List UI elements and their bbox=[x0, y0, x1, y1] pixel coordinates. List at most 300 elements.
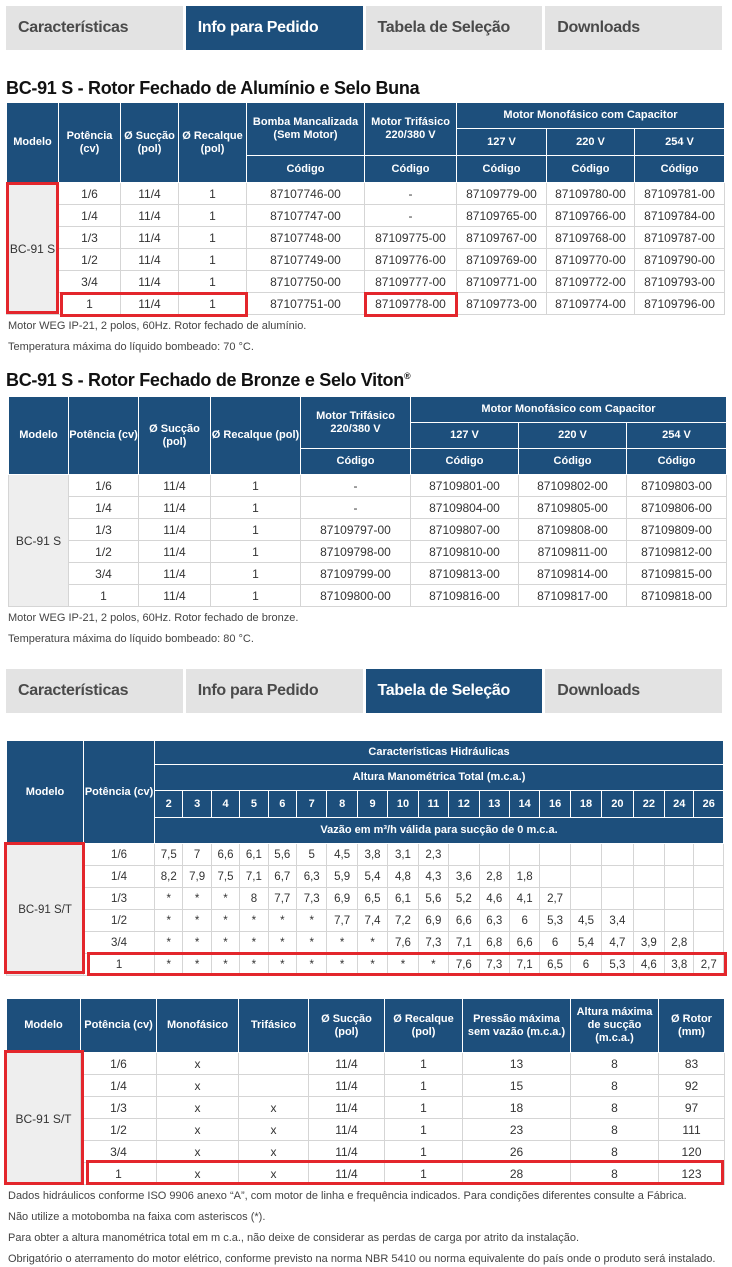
cell: 87109810-00 bbox=[411, 541, 519, 563]
cell bbox=[694, 866, 724, 888]
cell: * bbox=[240, 954, 268, 976]
th-127v: 127 V bbox=[411, 423, 519, 449]
cell: 6,1 bbox=[388, 888, 418, 910]
cell: * bbox=[240, 932, 268, 954]
note: Obrigatório o aterramento do motor elétrico, conforme previsto na norma NBR 5410 ou norma equivalente do país onde o produto será instalado. bbox=[8, 1253, 716, 1265]
cell: 123 bbox=[659, 1163, 725, 1185]
cell: 87109798-00 bbox=[301, 541, 411, 563]
order-table-aluminium bbox=[6, 102, 725, 315]
th-codigo: Código bbox=[411, 449, 519, 475]
cell bbox=[633, 888, 664, 910]
table-row bbox=[7, 1163, 725, 1185]
cell: - bbox=[301, 475, 411, 497]
cell: 8 bbox=[571, 1053, 659, 1075]
cell: 1 bbox=[179, 293, 247, 315]
cell: 3/4 bbox=[69, 563, 139, 585]
spec-table bbox=[6, 998, 725, 1185]
cell: 1/6 bbox=[59, 183, 121, 205]
cell: 1 bbox=[385, 1053, 463, 1075]
cell: 7,1 bbox=[449, 932, 479, 954]
cell: 87109809-00 bbox=[627, 519, 727, 541]
cell: 11/4 bbox=[309, 1163, 385, 1185]
cell: 8 bbox=[240, 888, 268, 910]
th-potencia: Potência (cv) bbox=[59, 103, 121, 183]
cell: 1 bbox=[179, 205, 247, 227]
cell: * bbox=[183, 932, 211, 954]
cell: 87107751-00 bbox=[247, 293, 365, 315]
cell: 7,7 bbox=[268, 888, 296, 910]
cell: x bbox=[239, 1119, 309, 1141]
cell: 7,1 bbox=[509, 954, 539, 976]
th-modelo: Modelo bbox=[9, 397, 69, 475]
th-succao: Ø Sucção (pol) bbox=[139, 397, 211, 475]
cell: 7,6 bbox=[449, 954, 479, 976]
cell: 1/6 bbox=[69, 475, 139, 497]
cell: 7,9 bbox=[183, 866, 211, 888]
th-height: 13 bbox=[479, 791, 509, 818]
cell: 8 bbox=[571, 1141, 659, 1163]
table-row bbox=[7, 1053, 725, 1075]
th-codigo: Código bbox=[519, 449, 627, 475]
cell: 87109773-00 bbox=[457, 293, 547, 315]
cell: 1/3 bbox=[84, 888, 155, 910]
cell: 1 bbox=[385, 1141, 463, 1163]
cell: 1 bbox=[179, 227, 247, 249]
cell: * bbox=[155, 888, 183, 910]
table-row bbox=[7, 1075, 725, 1097]
note: Motor WEG IP-21, 2 polos, 60Hz. Rotor fechado de bronze. bbox=[8, 612, 299, 624]
note: Dados hidráulicos conforme ISO 9906 anexo “A”, com motor de linha e frequência indicados. Para condições diferentes consulte a Fábrica. bbox=[8, 1190, 687, 1202]
cell: 6,3 bbox=[297, 866, 327, 888]
tab-bar-mid bbox=[6, 669, 722, 713]
cell: 13 bbox=[463, 1053, 571, 1075]
model-cell: BC-91 S bbox=[9, 475, 69, 607]
cell: 7,4 bbox=[357, 910, 387, 932]
table-row bbox=[7, 910, 724, 932]
cell: 7,3 bbox=[297, 888, 327, 910]
cell: * bbox=[268, 932, 296, 954]
th-codigo: Código bbox=[457, 156, 547, 183]
cell: 1 bbox=[211, 541, 301, 563]
cell: * bbox=[327, 954, 357, 976]
cell: 87109805-00 bbox=[519, 497, 627, 519]
cell: 6 bbox=[570, 954, 601, 976]
cell bbox=[665, 844, 694, 866]
cell: 2,8 bbox=[665, 932, 694, 954]
th-succao: Ø Sucção (pol) bbox=[121, 103, 179, 183]
cell: 7,7 bbox=[327, 910, 357, 932]
cell: * bbox=[268, 910, 296, 932]
th-monofasico: Motor Monofásico com Capacitor bbox=[411, 397, 727, 423]
th-254v: 254 V bbox=[627, 423, 727, 449]
cell: 11/4 bbox=[309, 1097, 385, 1119]
th-modelo: Modelo bbox=[7, 999, 81, 1053]
th-modelo: Modelo bbox=[7, 741, 84, 844]
section2-title: BC-91 S - Rotor Fechado de Bronze e Selo Viton® bbox=[6, 370, 411, 390]
cell bbox=[540, 866, 570, 888]
cell: 8 bbox=[571, 1163, 659, 1185]
th-recalque: Ø Recalque (pol) bbox=[211, 397, 301, 475]
cell: 87109808-00 bbox=[519, 519, 627, 541]
cell: 97 bbox=[659, 1097, 725, 1119]
cell: 11/4 bbox=[139, 497, 211, 519]
cell: 5,4 bbox=[570, 932, 601, 954]
th-codigo: Código bbox=[247, 156, 365, 183]
cell: * bbox=[155, 932, 183, 954]
tab-caracteristicas[interactable]: Características bbox=[6, 669, 183, 713]
cell: 120 bbox=[659, 1141, 725, 1163]
th-height: 8 bbox=[327, 791, 357, 818]
th-254v: 254 V bbox=[635, 129, 725, 156]
cell: 87109815-00 bbox=[627, 563, 727, 585]
cell: 87109776-00 bbox=[365, 249, 457, 271]
cell: 83 bbox=[659, 1053, 725, 1075]
cell: 1 bbox=[385, 1119, 463, 1141]
cell: * bbox=[155, 910, 183, 932]
cell: 3,9 bbox=[633, 932, 664, 954]
cell: 8 bbox=[571, 1119, 659, 1141]
cell: 1 bbox=[69, 585, 139, 607]
cell: 4,6 bbox=[633, 954, 664, 976]
cell: 4,5 bbox=[570, 910, 601, 932]
th-height: 11 bbox=[418, 791, 448, 818]
note: Motor WEG IP-21, 2 polos, 60Hz. Rotor fechado de alumínio. bbox=[8, 320, 307, 332]
cell: 3,1 bbox=[388, 844, 418, 866]
cell: 87109768-00 bbox=[547, 227, 635, 249]
th-potencia: Potência (cv) bbox=[81, 999, 157, 1053]
cell: 5,6 bbox=[268, 844, 296, 866]
th-codigo: Código bbox=[547, 156, 635, 183]
cell: * bbox=[211, 888, 239, 910]
th-height: 5 bbox=[240, 791, 268, 818]
cell bbox=[694, 844, 724, 866]
cell: 87109811-00 bbox=[519, 541, 627, 563]
cell: * bbox=[327, 932, 357, 954]
cell: 6,5 bbox=[357, 888, 387, 910]
note: Temperatura máxima do líquido bombeado: 80 °C. bbox=[8, 633, 254, 645]
cell: - bbox=[365, 205, 457, 227]
cell: 87109775-00 bbox=[365, 227, 457, 249]
cell: 11/4 bbox=[139, 519, 211, 541]
tab-downloads[interactable]: Downloads bbox=[545, 6, 722, 50]
cell: 11/4 bbox=[309, 1075, 385, 1097]
cell: * bbox=[183, 954, 211, 976]
cell: 7,3 bbox=[418, 932, 448, 954]
cell: 4,7 bbox=[602, 932, 633, 954]
note: Para obter a altura manométrica total em m c.a., não deixe de considerar as perdas de carga por atrito da instalação. bbox=[8, 1232, 580, 1244]
th-height: 16 bbox=[540, 791, 570, 818]
cell: 6 bbox=[540, 932, 570, 954]
cell: 7,2 bbox=[388, 910, 418, 932]
cell: 5,3 bbox=[540, 910, 570, 932]
th-codigo: Código bbox=[627, 449, 727, 475]
cell: 3,8 bbox=[357, 844, 387, 866]
cell bbox=[694, 888, 724, 910]
cell: 1,8 bbox=[509, 866, 539, 888]
cell: 5,9 bbox=[327, 866, 357, 888]
cell: * bbox=[297, 954, 327, 976]
tab-info-pedido[interactable]: Info para Pedido bbox=[186, 6, 363, 50]
tab-info-pedido[interactable]: Info para Pedido bbox=[186, 669, 363, 713]
cell: 6 bbox=[509, 910, 539, 932]
cell: 87109814-00 bbox=[519, 563, 627, 585]
cell: 87107747-00 bbox=[247, 205, 365, 227]
cell bbox=[694, 910, 724, 932]
cell: 1 bbox=[84, 954, 155, 976]
cell: 2,7 bbox=[540, 888, 570, 910]
cell bbox=[602, 866, 633, 888]
tab-tabela-selecao[interactable]: Tabela de Seleção bbox=[366, 669, 543, 713]
cell bbox=[665, 866, 694, 888]
cell: 3/4 bbox=[81, 1141, 157, 1163]
cell: 11/4 bbox=[139, 585, 211, 607]
cell: 87109778-00 bbox=[365, 293, 457, 315]
cell: x bbox=[157, 1141, 239, 1163]
cell bbox=[633, 910, 664, 932]
cell: 5 bbox=[297, 844, 327, 866]
cell: 1 bbox=[211, 497, 301, 519]
cell: * bbox=[183, 888, 211, 910]
cell: 6,6 bbox=[449, 910, 479, 932]
table-row bbox=[7, 888, 724, 910]
cell: 1 bbox=[211, 475, 301, 497]
cell: - bbox=[301, 497, 411, 519]
model-cell: BC-91 S/T bbox=[7, 1053, 81, 1185]
cell: * bbox=[211, 954, 239, 976]
cell: 7,1 bbox=[240, 866, 268, 888]
cell: 3/4 bbox=[59, 271, 121, 293]
th-127v: 127 V bbox=[457, 129, 547, 156]
note: Não utilize a motobomba na faixa com asteriscos (*). bbox=[8, 1211, 266, 1223]
cell bbox=[602, 888, 633, 910]
th-pressao: Pressão máxima sem vazão (m.c.a.) bbox=[463, 999, 571, 1053]
th-rotor: Ø Rotor (mm) bbox=[659, 999, 725, 1053]
th-height: 2 bbox=[155, 791, 183, 818]
cell: 1/2 bbox=[84, 910, 155, 932]
cell: 92 bbox=[659, 1075, 725, 1097]
cell: 1 bbox=[385, 1163, 463, 1185]
cell: x bbox=[157, 1075, 239, 1097]
cell: 87109802-00 bbox=[519, 475, 627, 497]
cell bbox=[540, 844, 570, 866]
cell: 6,8 bbox=[479, 932, 509, 954]
cell: 4,1 bbox=[509, 888, 539, 910]
cell: 11/4 bbox=[139, 541, 211, 563]
th-bomba: Bomba Mancalizada (Sem Motor) bbox=[247, 103, 365, 156]
th-caracteristicas: Características Hidráulicas bbox=[155, 741, 724, 765]
th-altura: Altura Manométrica Total (m.c.a.) bbox=[155, 765, 724, 791]
cell: * bbox=[357, 932, 387, 954]
cell: * bbox=[297, 910, 327, 932]
cell: x bbox=[239, 1097, 309, 1119]
cell: * bbox=[418, 954, 448, 976]
cell: 87109766-00 bbox=[547, 205, 635, 227]
cell: 1 bbox=[211, 563, 301, 585]
cell: 87109772-00 bbox=[547, 271, 635, 293]
cell: 1/6 bbox=[81, 1053, 157, 1075]
cell: 87109770-00 bbox=[547, 249, 635, 271]
th-potencia: Potência (cv) bbox=[84, 741, 155, 844]
cell: 11/4 bbox=[309, 1119, 385, 1141]
th-height: 14 bbox=[509, 791, 539, 818]
cell: 87107746-00 bbox=[247, 183, 365, 205]
cell: 7,5 bbox=[155, 844, 183, 866]
cell: 8,2 bbox=[155, 866, 183, 888]
cell: 6,9 bbox=[418, 910, 448, 932]
cell: 87109793-00 bbox=[635, 271, 725, 293]
table-row bbox=[7, 866, 724, 888]
cell: 6,5 bbox=[540, 954, 570, 976]
cell: 5,3 bbox=[602, 954, 633, 976]
cell: 87109813-00 bbox=[411, 563, 519, 585]
cell: 1/4 bbox=[81, 1075, 157, 1097]
tab-tabela-selecao[interactable]: Tabela de Seleção bbox=[366, 6, 543, 50]
th-vazao: Vazão em m³/h válida para sucção de 0 m.c.a. bbox=[155, 818, 724, 844]
th-monofasico: Monofásico bbox=[157, 999, 239, 1053]
cell: 1/4 bbox=[84, 866, 155, 888]
cell: 11/4 bbox=[121, 271, 179, 293]
cell: 87109797-00 bbox=[301, 519, 411, 541]
cell: 87107749-00 bbox=[247, 249, 365, 271]
section1-title: BC-91 S - Rotor Fechado de Alumínio e Selo Buna bbox=[6, 78, 420, 98]
cell: 11/4 bbox=[309, 1053, 385, 1075]
cell: 11/4 bbox=[121, 205, 179, 227]
cell: 1 bbox=[179, 271, 247, 293]
cell: 1/4 bbox=[69, 497, 139, 519]
cell: * bbox=[240, 910, 268, 932]
cell: 87107748-00 bbox=[247, 227, 365, 249]
cell: 11/4 bbox=[121, 183, 179, 205]
cell bbox=[509, 844, 539, 866]
cell: * bbox=[297, 932, 327, 954]
order-table-bronze bbox=[8, 396, 727, 607]
th-height: 20 bbox=[602, 791, 633, 818]
cell: 7,3 bbox=[479, 954, 509, 976]
cell: 7,5 bbox=[211, 866, 239, 888]
cell: 1/3 bbox=[81, 1097, 157, 1119]
cell: 87107750-00 bbox=[247, 271, 365, 293]
cell bbox=[665, 910, 694, 932]
cell: 11/4 bbox=[309, 1141, 385, 1163]
cell: 1 bbox=[179, 249, 247, 271]
cell: 2,7 bbox=[694, 954, 724, 976]
cell: 87109812-00 bbox=[627, 541, 727, 563]
th-220v: 220 V bbox=[547, 129, 635, 156]
cell: 1 bbox=[385, 1075, 463, 1097]
cell: 4,5 bbox=[327, 844, 357, 866]
th-trifasico: Motor Trifásico 220/380 V bbox=[301, 397, 411, 449]
table-row bbox=[7, 932, 724, 954]
th-modelo: Modelo bbox=[7, 103, 59, 183]
cell: 6,9 bbox=[327, 888, 357, 910]
cell: 3/4 bbox=[84, 932, 155, 954]
model-cell: BC-91 S bbox=[7, 183, 59, 315]
cell bbox=[570, 844, 601, 866]
cell: 7 bbox=[183, 844, 211, 866]
cell bbox=[479, 844, 509, 866]
cell: * bbox=[211, 932, 239, 954]
th-recalque: Ø Recalque (pol) bbox=[179, 103, 247, 183]
cell: 1/3 bbox=[69, 519, 139, 541]
tab-caracteristicas[interactable]: Características bbox=[6, 6, 183, 50]
cell: 6,7 bbox=[268, 866, 296, 888]
cell: 87109790-00 bbox=[635, 249, 725, 271]
cell: 4,3 bbox=[418, 866, 448, 888]
th-altura-succao: Altura máxima de sucção (m.c.a.) bbox=[571, 999, 659, 1053]
cell: 87109816-00 bbox=[411, 585, 519, 607]
th-height: 12 bbox=[449, 791, 479, 818]
cell: 87109771-00 bbox=[457, 271, 547, 293]
cell: * bbox=[268, 954, 296, 976]
cell: 2,8 bbox=[479, 866, 509, 888]
cell: 87109806-00 bbox=[627, 497, 727, 519]
cell: 1/4 bbox=[59, 205, 121, 227]
cell: 11/4 bbox=[121, 227, 179, 249]
cell: 7,6 bbox=[388, 932, 418, 954]
th-220v: 220 V bbox=[519, 423, 627, 449]
cell: 26 bbox=[463, 1141, 571, 1163]
cell: 18 bbox=[463, 1097, 571, 1119]
cell: x bbox=[157, 1097, 239, 1119]
th-height: 26 bbox=[694, 791, 724, 818]
cell bbox=[570, 888, 601, 910]
cell: x bbox=[157, 1053, 239, 1075]
cell: 87109801-00 bbox=[411, 475, 519, 497]
cell: 1 bbox=[211, 519, 301, 541]
cell: 1/2 bbox=[59, 249, 121, 271]
th-height: 24 bbox=[665, 791, 694, 818]
cell: 1 bbox=[385, 1097, 463, 1119]
table-row bbox=[7, 1141, 725, 1163]
cell bbox=[633, 844, 664, 866]
cell bbox=[570, 866, 601, 888]
cell: 87109787-00 bbox=[635, 227, 725, 249]
cell: 87109803-00 bbox=[627, 475, 727, 497]
th-recalque: Ø Recalque (pol) bbox=[385, 999, 463, 1053]
cell: 87109796-00 bbox=[635, 293, 725, 315]
cell: 11/4 bbox=[139, 563, 211, 585]
cell: 6,1 bbox=[240, 844, 268, 866]
cell: 6,6 bbox=[211, 844, 239, 866]
table-row bbox=[7, 954, 724, 976]
cell: * bbox=[357, 954, 387, 976]
cell: 15 bbox=[463, 1075, 571, 1097]
table-row bbox=[7, 1097, 725, 1119]
cell: 87109777-00 bbox=[365, 271, 457, 293]
note: Temperatura máxima do líquido bombeado: 70 °C. bbox=[8, 341, 254, 353]
cell: 1/2 bbox=[69, 541, 139, 563]
cell: 2,3 bbox=[418, 844, 448, 866]
cell: 1 bbox=[179, 183, 247, 205]
tab-downloads[interactable]: Downloads bbox=[545, 669, 722, 713]
th-height: 9 bbox=[357, 791, 387, 818]
cell: 5,6 bbox=[418, 888, 448, 910]
cell: * bbox=[183, 910, 211, 932]
cell: 87109800-00 bbox=[301, 585, 411, 607]
cell: 8 bbox=[571, 1075, 659, 1097]
cell: 87109769-00 bbox=[457, 249, 547, 271]
cell: x bbox=[157, 1163, 239, 1185]
cell: 28 bbox=[463, 1163, 571, 1185]
cell: 1 bbox=[81, 1163, 157, 1185]
cell bbox=[665, 888, 694, 910]
cell: x bbox=[239, 1141, 309, 1163]
th-monofasico: Motor Monofásico com Capacitor bbox=[457, 103, 725, 129]
cell bbox=[239, 1075, 309, 1097]
th-codigo: Código bbox=[635, 156, 725, 183]
cell: 1 bbox=[211, 585, 301, 607]
cell: 11/4 bbox=[121, 293, 179, 315]
